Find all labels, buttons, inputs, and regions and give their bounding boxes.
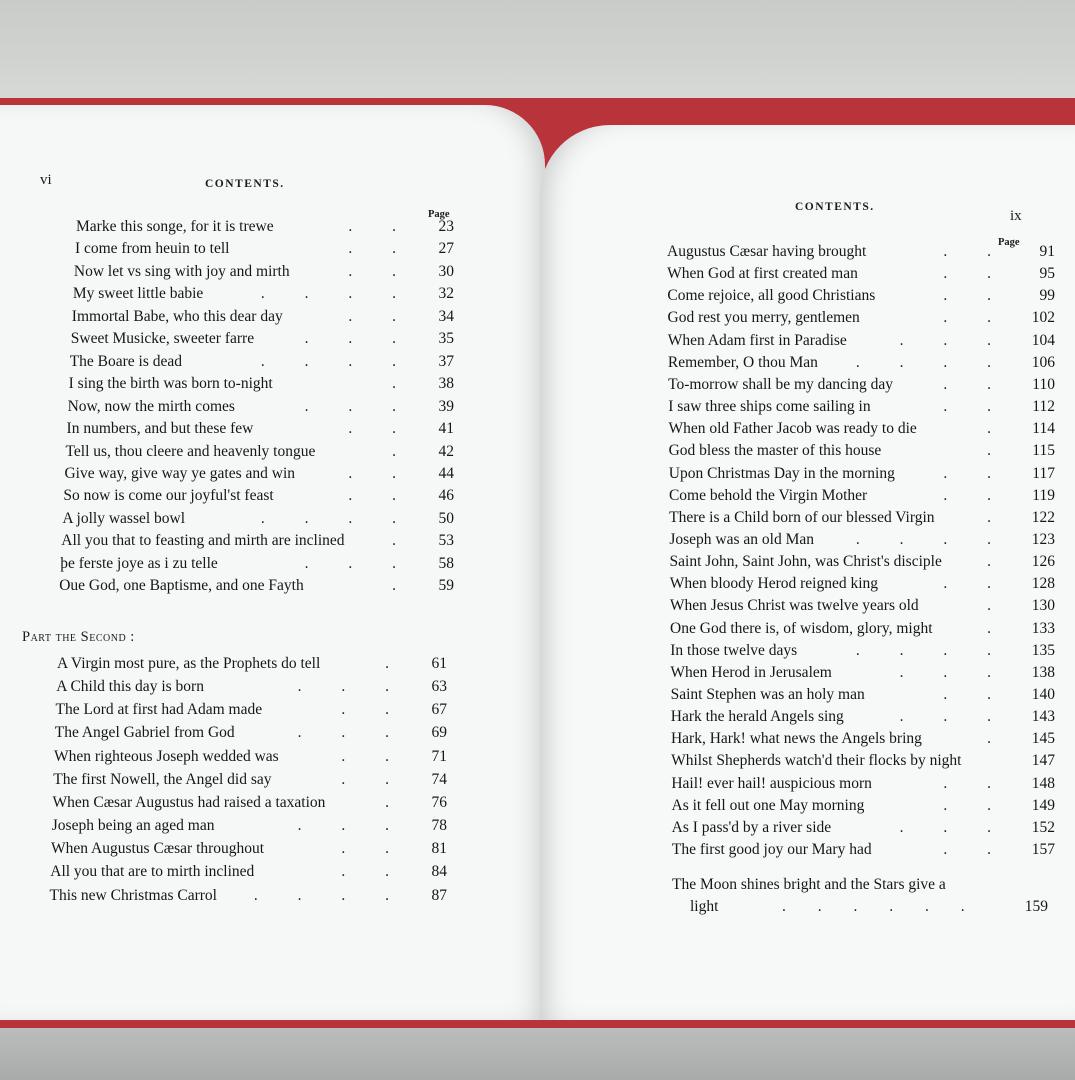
contents-entry: [74, 261, 454, 283]
entry-title: A Virgin most pure, as the Prophets do tell: [57, 655, 321, 672]
contents-entry: [669, 507, 1055, 529]
left-page-number: vi: [40, 172, 52, 188]
contents-entry: [670, 662, 1055, 684]
contents-entry: [75, 238, 454, 260]
right-page-heading: CONTENTS.: [795, 201, 875, 213]
entry-page-number: 67: [431, 701, 447, 719]
entry-page-number: 42: [438, 442, 454, 460]
entry-title: When bloody Herod reigned king: [669, 575, 879, 593]
contents-entry: [672, 817, 1055, 839]
contents-entry: [64, 463, 454, 485]
entry-title: In numbers, and but these few: [66, 420, 254, 438]
contents-entry: [670, 640, 1055, 662]
entry-title: Augustus Cæsar having brought: [667, 243, 867, 260]
entry-page-number: 135: [1031, 641, 1055, 659]
contents-entry: [53, 769, 447, 791]
entry-leader: . . .: [304, 397, 414, 415]
entry-leader: . .: [348, 464, 414, 482]
entry-page-number: 133: [1031, 619, 1055, 637]
entry-leader: . .: [943, 398, 1009, 416]
entry-page-number: 147: [1031, 752, 1055, 770]
entry-page-number: 128: [1031, 575, 1055, 593]
entry-leader: .: [987, 420, 1009, 438]
entry-leader: .: [392, 442, 414, 460]
entry-leader: . .: [341, 747, 407, 765]
entry-title: My sweet little babie: [72, 285, 204, 303]
entry-page-number: 114: [1032, 420, 1055, 438]
contents-entry: [669, 485, 1055, 507]
entry-page-number: 63: [431, 678, 447, 696]
entry-page-number: 27: [438, 240, 454, 258]
contents-entry: [669, 463, 1055, 485]
entry-page-number: 149: [1031, 796, 1055, 814]
entry-leader: . . . .: [855, 353, 1009, 371]
entry-title: Now let vs sing with joy and mirth: [73, 262, 290, 280]
entry-title: To-morrow shall be my dancing day: [668, 375, 893, 393]
entry-title: When righteous Joseph wedded was: [54, 747, 279, 765]
entry-page-number: 34: [438, 307, 454, 325]
entry-leader: . .: [943, 774, 1009, 792]
entry-title: So now is come our joyful'st feast: [63, 487, 274, 505]
entry-title: There is a Child born of our blessed Virgin: [669, 508, 935, 526]
entry-page-number: 99: [1039, 287, 1055, 305]
entry-title: The first good joy our Mary had: [671, 841, 872, 859]
entry-leader: . . .: [899, 818, 1009, 836]
contents-entry: [672, 839, 1055, 861]
entry-leader: . . . . . .: [782, 898, 979, 915]
entry-leader: . .: [943, 309, 1009, 327]
contents-entry: [59, 575, 454, 597]
entry-title: When Cæsar Augustus had raised a taxation: [52, 793, 326, 811]
entry-leader: . .: [341, 863, 407, 881]
contents-entry: [68, 396, 454, 418]
entry-leader: . .: [348, 218, 414, 235]
entry-page-number: 138: [1031, 663, 1055, 681]
entry-title: þe ferste joye as i zu telle: [60, 554, 218, 572]
entry-leader: .: [392, 375, 414, 393]
entry-title: The Lord at first had Adam made: [55, 701, 263, 719]
part-heading: Part the Second :: [22, 629, 135, 645]
entry-page-number: 44: [438, 464, 454, 482]
contents-entry: [55, 722, 447, 744]
entry-page-number: 102: [1031, 309, 1055, 327]
entry-page-number: 84: [431, 863, 447, 881]
contents-entry: [671, 684, 1055, 706]
entry-page-number: 148: [1031, 774, 1055, 792]
entry-title: Now, now the mirth comes: [67, 397, 235, 415]
contents-entry: [56, 676, 447, 698]
entry-leader: . .: [943, 686, 1009, 703]
entry-page-number: 130: [1031, 597, 1055, 615]
entry-leader: .: [385, 793, 407, 811]
contents-entry: [671, 750, 1055, 772]
entry-leader: . . .: [899, 331, 1009, 349]
entry-page-number: 140: [1031, 686, 1055, 703]
contents-entry: [67, 418, 454, 440]
entry-leader: . .: [943, 575, 1009, 593]
entry-title: When old Father Jacob was ready to die: [668, 420, 917, 438]
contents-entry: [671, 706, 1055, 728]
entry-leader: . . . .: [253, 886, 407, 904]
contents-entry: [56, 699, 448, 721]
contents-entry: [668, 418, 1055, 440]
entry-page-number: 110: [1032, 375, 1055, 393]
entry-leader: .: [987, 619, 1009, 637]
left-page-label: Page: [428, 209, 450, 220]
entry-leader: . . .: [297, 724, 407, 742]
contents-entry: [54, 746, 447, 768]
right-page-label: Page: [998, 237, 1020, 248]
entry-leader: .: [987, 553, 1009, 571]
contents-entry: [668, 307, 1055, 329]
contents-entry: [52, 815, 447, 837]
entry-leader: . .: [943, 265, 1009, 283]
left-page: [0, 105, 545, 1020]
contents-entry: [70, 351, 454, 373]
entry-page-number: 126: [1031, 553, 1055, 571]
entry-title: This new Christmas Carrol: [49, 886, 217, 904]
entry-title: A jolly wassel bowl: [62, 509, 186, 527]
entry-leader: .: [987, 730, 1009, 748]
entry-title: When Jesus Christ was twelve years old: [669, 597, 919, 615]
contents-entry: [71, 328, 454, 350]
entry-leader: . .: [348, 420, 414, 438]
contents-entry: [670, 595, 1055, 617]
entry-page-number: 74: [431, 770, 447, 788]
entry-leader: .: [385, 655, 407, 672]
entry-title: As it fell out one May morning: [671, 796, 865, 814]
entry-page-number: 119: [1032, 486, 1055, 504]
contents-entry: [69, 373, 454, 395]
entry-leader: . .: [341, 770, 407, 788]
contents-entry: [53, 792, 448, 814]
entry-title: The Moon shines bright and the Stars give a: [672, 876, 946, 893]
contents-entry: [668, 396, 1055, 418]
entry-title: I sing the birth was born to-night: [68, 375, 273, 393]
contents-entry: [668, 352, 1055, 374]
entry-page-number: 78: [431, 817, 447, 835]
entry-title: Hark, Hark! what news the Angels bring: [670, 730, 922, 748]
contents-entry: [669, 529, 1055, 551]
entry-page-number: 39: [438, 397, 454, 415]
entry-page-number: 41: [438, 420, 454, 438]
entry-leader: . .: [348, 240, 414, 258]
entry-leader: . .: [943, 375, 1009, 393]
entry-title: The first Nowell, the Angel did say: [53, 770, 272, 788]
entry-title: Oue God, one Baptisme, and one Fayth: [59, 577, 304, 595]
contents-entry: [670, 551, 1055, 573]
entry-title: When God at first created man: [667, 265, 858, 283]
entry-title: One God there is, of wisdom, glory, might: [670, 619, 933, 637]
entry-leader: . .: [348, 262, 414, 280]
entry-leader: . . .: [899, 663, 1009, 681]
contents-entry: [61, 530, 454, 552]
contents-entry: [671, 773, 1055, 795]
contents-entry: [66, 441, 455, 463]
contents-entry: [51, 838, 447, 860]
entry-title: Marke this songe, for it is trewe: [76, 218, 274, 235]
entry-leader: . . .: [297, 817, 407, 835]
entry-leader: .: [392, 577, 414, 595]
entry-leader: . .: [943, 486, 1009, 504]
entry-leader: . .: [348, 307, 414, 325]
contents-entry: [668, 330, 1055, 352]
entry-leader: . .: [341, 840, 407, 858]
contents-entry: [667, 241, 1055, 263]
contents-entry: [667, 285, 1055, 307]
entry-page-number: 23: [438, 218, 454, 235]
entry-title: Joseph was an old Man: [669, 530, 814, 548]
entry-title: God rest you merry, gentlemen: [667, 309, 860, 327]
entry-title: God bless the master of this house: [668, 442, 882, 460]
contents-entry: [668, 374, 1055, 396]
contents-entry: [63, 485, 454, 507]
entry-leader: . .: [943, 841, 1009, 859]
entry-title: I saw three ships come sailing in: [668, 398, 871, 416]
entry-leader: . .: [943, 287, 1009, 305]
entry-leader: .: [987, 442, 1009, 460]
contents-entry: [672, 795, 1056, 817]
entry-page-number: 123: [1031, 530, 1055, 548]
entry-page-number: 32: [438, 285, 454, 303]
entry-page-number: 35: [438, 330, 454, 348]
entry-leader: . .: [341, 701, 407, 719]
entry-title: Upon Christmas Day in the morning: [668, 464, 895, 482]
contents-entry: [50, 885, 448, 907]
entry-title: All you that are to mirth inclined: [50, 863, 255, 881]
entry-title: Sweet Musicke, sweeter farre: [70, 330, 255, 348]
entry-page-number: 38: [438, 375, 454, 393]
entry-page-number: 122: [1031, 508, 1055, 526]
entry-title: Tell us, thou cleere and heavenly tongue: [65, 442, 316, 460]
entry-leader: .: [987, 508, 1009, 526]
entry-leader: . . .: [304, 330, 414, 348]
entry-leader: . . .: [899, 708, 1009, 726]
contents-entry: [667, 263, 1055, 285]
entry-title: Whilst Shepherds watch'd their flocks by night: [671, 752, 962, 770]
entry-page-number: 91: [1039, 243, 1055, 260]
entry-page-number: 53: [438, 532, 454, 550]
entry-leader: .: [392, 532, 414, 550]
entry-page-number: 117: [1032, 464, 1055, 482]
contents-entry: [670, 573, 1055, 595]
entry-title: The Boare is dead: [69, 352, 183, 370]
entry-title: Hail! ever hail! auspicious morn: [671, 774, 872, 792]
entry-page-number: 95: [1039, 265, 1055, 283]
entry-page-number: 69: [431, 724, 447, 742]
entry-page-number: 81: [431, 840, 447, 858]
entry-title-continued: light: [690, 898, 719, 915]
entry-title: As I pass'd by a river side: [671, 818, 832, 836]
contents-entry: [671, 728, 1055, 750]
contents-entry: [62, 508, 454, 530]
entry-page-number: 61: [431, 655, 447, 672]
contents-entry: [672, 874, 1048, 918]
contents-entry: [73, 283, 454, 305]
entry-title: In those twelve days: [670, 641, 798, 659]
entry-title: Come behold the Virgin Mother: [668, 486, 868, 504]
entry-title: I come from heuin to tell: [74, 240, 230, 258]
left-page-heading: CONTENTS.: [205, 178, 285, 190]
entry-page-number: 159: [1024, 898, 1048, 915]
entry-title: Remember, O thou Man: [667, 353, 818, 371]
contents-entry: [76, 216, 454, 238]
entry-title: Saint John, Saint John, was Christ's disciple: [669, 553, 942, 571]
entry-title: Saint Stephen was an holy man: [670, 686, 865, 703]
entry-page-number: 145: [1031, 730, 1055, 748]
entry-page-number: 152: [1031, 818, 1055, 836]
entry-leader: . . . .: [855, 530, 1009, 548]
entry-page-number: 87: [431, 886, 447, 904]
entry-page-number: 157: [1031, 841, 1055, 859]
entry-leader: . .: [943, 464, 1009, 482]
contents-entry: [50, 861, 447, 883]
entry-leader: . .: [943, 796, 1009, 814]
entry-title: The Angel Gabriel from God: [54, 724, 235, 742]
entry-leader: . . . .: [260, 509, 414, 527]
entry-title: Come rejoice, all good Christians: [667, 287, 876, 305]
entry-page-number: 59: [438, 577, 454, 595]
entry-leader: .: [987, 597, 1009, 615]
entry-leader: . . .: [297, 678, 407, 696]
entry-title: When Augustus Cæsar throughout: [51, 840, 265, 858]
right-page-number: ix: [1010, 208, 1022, 224]
entry-title: All you that to feasting and mirth are inclined: [61, 532, 345, 550]
entry-page-number: 46: [438, 487, 454, 505]
entry-page-number: 104: [1031, 331, 1055, 349]
contents-entry: [72, 306, 454, 328]
entry-page-number: 115: [1032, 442, 1055, 460]
contents-entry: [670, 618, 1055, 640]
entry-page-number: 143: [1031, 708, 1055, 726]
entry-leader: . .: [348, 487, 414, 505]
entry-page-number: 37: [438, 352, 454, 370]
entry-page-number: 106: [1031, 353, 1055, 371]
entry-leader: . . .: [304, 554, 414, 572]
entry-page-number: 76: [431, 793, 447, 811]
entry-title: When Adam first in Paradise: [667, 331, 847, 349]
entry-title: When Herod in Jerusalem: [670, 663, 832, 681]
contents-entry: [57, 653, 447, 675]
contents-entry: [60, 553, 454, 575]
entry-title: Hark the herald Angels sing: [670, 708, 844, 726]
entry-leader: . . . .: [260, 352, 414, 370]
entry-page-number: 58: [438, 554, 454, 572]
entry-title: Give way, give way ye gates and win: [64, 464, 295, 482]
entry-leader: . .: [943, 243, 1009, 260]
entry-page-number: 71: [431, 747, 447, 765]
entry-title: Immortal Babe, who this dear day: [71, 307, 283, 325]
entry-page-number: 112: [1032, 398, 1055, 416]
entry-page-number: 50: [438, 509, 454, 527]
right-page: [540, 125, 1075, 1020]
entry-title: Joseph being an aged man: [51, 817, 215, 835]
entry-leader: . . . .: [260, 285, 414, 303]
entry-leader: . . . .: [855, 641, 1009, 659]
entry-title: A Child this day is born: [56, 678, 204, 696]
contents-entry: [669, 440, 1055, 462]
entry-page-number: 30: [438, 262, 454, 280]
